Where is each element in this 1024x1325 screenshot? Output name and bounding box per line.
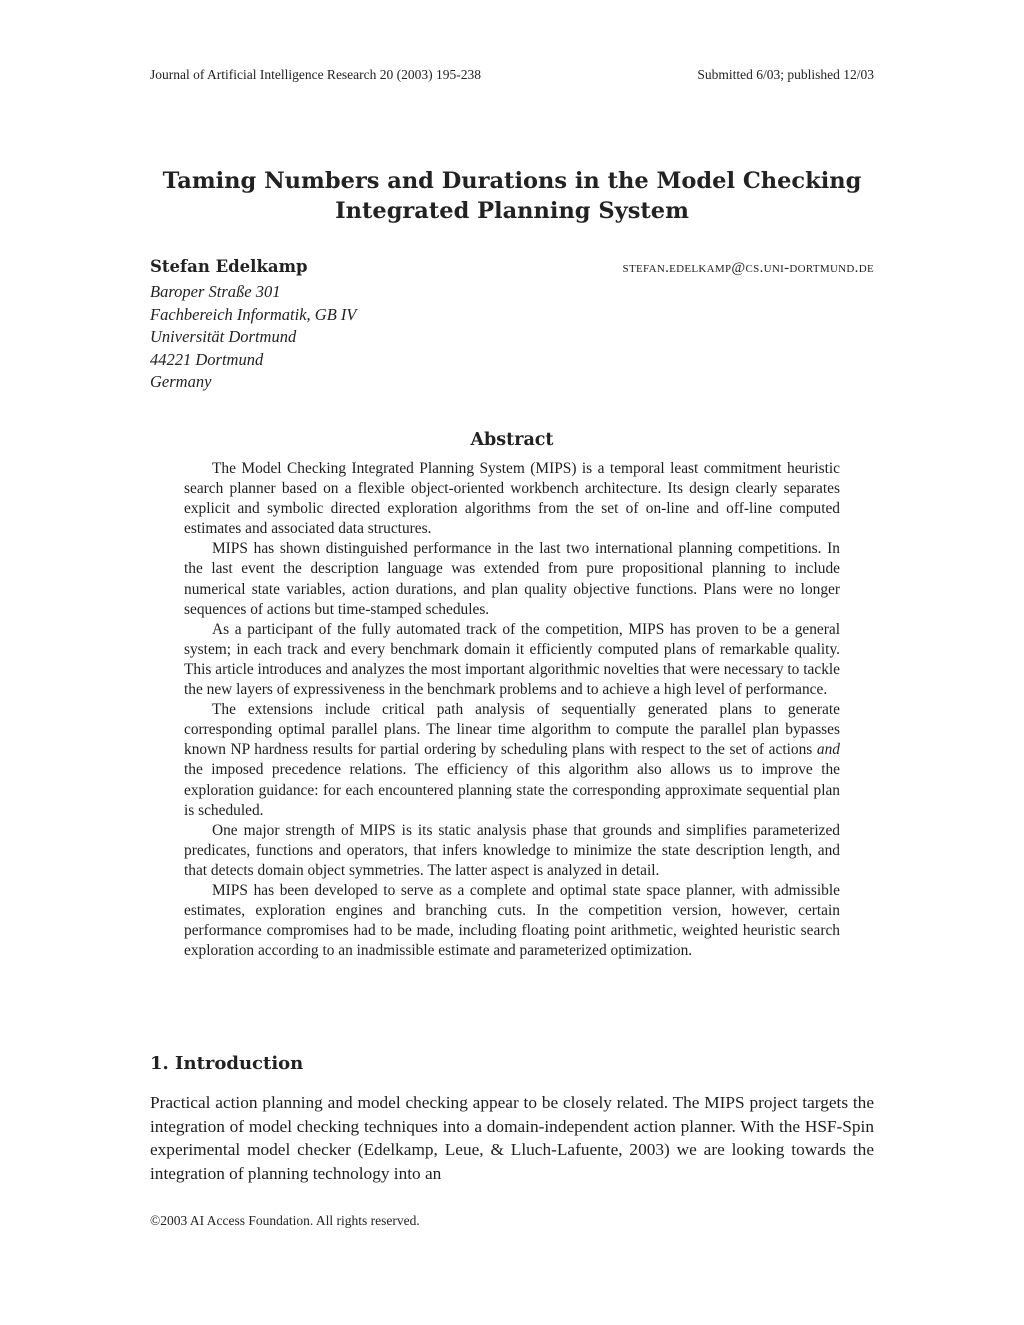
author-name: Stefan Edelkamp: [150, 257, 308, 276]
paper-title: [150, 166, 874, 226]
running-head: [150, 67, 874, 83]
author-email: stefan.edelkamp@cs.uni-dortmund.de: [622, 260, 874, 276]
copyright-footer: ©2003 AI Access Foundation. All rights reserved.: [150, 1213, 420, 1228]
abstract-paragraph: The Model Checking Integrated Planning System (MIPS) is a temporal least commitment heuristic search planner based on a flexible object-oriented workbench architecture. Its design clearly separates explicit and symbolic directed exploration algorithms from the set of on-line and off-line computed estimates and associated data structures.: [184, 460, 840, 538]
abstract-paragraph: MIPS has been developed to serve as a complete and optimal state space planner, with admissible estimates, exploration engines and branching cuts. In the competition version, however, certain performance compromises had to be made, including floating point arithmetic, weighted heuristic search exploration according to an inadmissible estimate and parameterized optimization.: [184, 881, 840, 960]
affiliation-line: 44221 Dortmund: [150, 349, 264, 369]
affiliation-line: Fachbereich Informatik, GB IV: [150, 304, 357, 324]
abstract-paragraph: One major strength of MIPS is its static analysis phase that grounds and simplifies parameterized predicates, functions and operators, that infers knowledge to minimize the state description length, and that detects domain object symmetries. The latter aspect is analyzed in detail.: [184, 821, 840, 879]
affiliation-line: Baroper Straße 301: [150, 282, 281, 301]
author-affiliation: [150, 281, 874, 394]
submission-dates: Submitted 6/03; published 12/03: [697, 67, 874, 82]
affiliation-line: Universität Dortmund: [150, 327, 297, 347]
emphasis-text: and: [816, 741, 840, 759]
section-heading-introduction: 1. Introduction: [150, 1053, 304, 1074]
abstract-paragraph: [184, 700, 840, 821]
title-line-2: Integrated Planning System: [335, 198, 689, 224]
abstract-heading: Abstract: [470, 430, 554, 450]
abstract-text: the imposed precedence relations. The efficiency of this algorithm also allows us to improve the exploration guidance: for each encountered planning state the corresponding approximate sequential plan is scheduled.: [184, 761, 840, 819]
author-block: [150, 257, 874, 394]
introduction-paragraph: Practical action planning and model checking appear to be closely related. The MIPS project targets the integration of model checking techniques into a domain-independent action planner. With the HSF-Spin experimental model checker (Edelkamp, Leue, & Lluch-Lafuente, 2003) we are looking towards the integration of planning technology into an: [150, 1093, 874, 1183]
title-line-1: Taming Numbers and Durations in the Model Checking: [162, 168, 862, 194]
affiliation-line: Germany: [150, 372, 212, 392]
abstract-text: The extensions include critical path analysis of sequentially generated plans to generate corresponding optimal parallel plans. The linear time algorithm to compute the parallel plan bypasses known NP hardness results for partial ordering by scheduling plans with respect to the set of actions: [184, 701, 840, 759]
journal-citation: Journal of Artificial Intelligence Research 20 (2003) 195-238: [150, 67, 482, 82]
abstract-body: [184, 459, 840, 961]
abstract-paragraph: As a participant of the fully automated track of the competition, MIPS has proven to be a general system; in each track and every benchmark domain it efficiently computed plans of remarkable quality. This article introduces and analyzes the most important algorithmic novelties that were necessary to tackle the new layers of expressiveness in the benchmark problems and to achieve a high level of performance.: [184, 620, 840, 699]
abstract-paragraph: MIPS has shown distinguished performance in the last two international planning competitions. In the last event the description language was extended from pure propositional planning to include numerical state variables, action durations, and plan quality objective functions. Plans were no longer sequences of actions but time-stamped schedules.: [184, 540, 840, 618]
